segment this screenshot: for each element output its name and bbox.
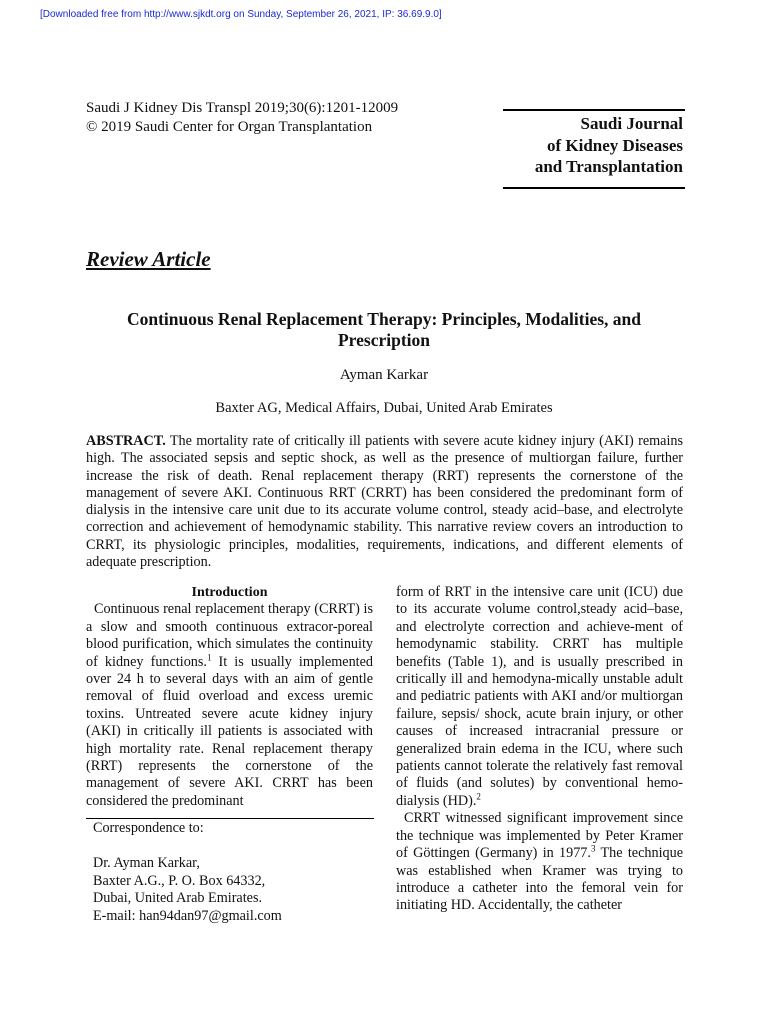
correspondence [93,820,282,925]
download-banner: [Downloaded free from http://www.sjkdt.org on Sunday, September 26, 2021, IP: 36.69.9.0] [40,9,442,20]
footnote-rule [86,818,374,819]
reference-marker[interactable]: 3 [590,843,596,854]
copyright-line: © 2019 Saudi Center for Organ Transplantation [86,119,373,135]
affiliation: Baxter AG, Medical Affairs, Dubai, United Arab Emirates [215,400,553,416]
section-heading: Introduction [191,585,268,600]
paragraph [86,601,373,810]
citation [86,99,398,137]
paragraph-text: The technique was established when Kramer was trying to introduce a catheter into the femoral vein for initiating HD. Accidentally, the catheter [396,845,683,914]
journal-name-line: and Transplantation [534,157,683,176]
article-title: Continuous Renal Replacement Therapy: Principles, Modalities, and Prescription [126,309,641,350]
correspondence-address: Dubai, United Arab Emirates. [93,890,263,906]
author: Ayman Karkar [339,367,429,383]
paragraph [396,810,683,914]
correspondence-address: Baxter A.G., P. O. Box 64332, [93,872,266,889]
paragraph-text: It is usually implemented over 24 h to several days with an aim of gentle removal of fluid overload and excess uremic toxins. Untreated severe acute kidney injury (AKI) in critically ill patients is associated with high mortality rate. Renal replacement therapy (RRT) represents the cornerstone of the management of severe AKI. CRRT has been considered the predominant [86,653,374,809]
right-column [396,584,683,915]
reference-marker[interactable]: 1 [206,651,212,662]
left-column [86,584,373,810]
article-type: Review Article [86,247,211,271]
journal-name-line: Saudi Journal [580,114,683,133]
citation-line: Saudi J Kidney Dis Transpl 2019;30(6):1201-12009 [86,100,399,116]
journal-name [535,113,683,178]
reference-marker[interactable]: 2 [476,791,481,802]
paragraph-text: form of RRT in the intensive care unit (ICU) due to its accurate volume control,steady acid–base, and electrolyte correction and achieve-ment of hemodynamic stability. CRRT has multiple benefits (Table 1), and is usually prescribed in critically ill and hemodyna-mically unstable adult and pediatric patients with AKI and/or multiorgan failure, sepsis/ shock, acute brain injury, or other causes of increased intracranial pressure or generalized brain edema in the ICU, where such patients cannot tolerate the relatively fast removal of fluids (and solutes) by conventional hemo-dialysis (HD). [396,584,683,809]
abstract-label: ABSTRACT. [86,433,166,449]
paragraph-text: Continuous renal replacement therapy (CRRT) is a slow and smooth continuous extracor-poreal blood purification, which simulates the continuity of kidney functions. [86,601,373,670]
paragraph [396,584,683,810]
correspondence-name: Dr. Ayman Karkar, [93,855,200,871]
correspondence-email[interactable]: E-mail: han94dan97@gmail.com [93,907,282,924]
paragraph-text: CRRT witnessed significant improvement since the technique was implemented by Peter Kramer of Göttingen (Germany) in 1977. [396,810,683,862]
correspondence-label: Correspondence to: [93,820,204,836]
abstract-text: The mortality rate of critically ill patients with severe acute kidney injury (AKI) remains high. The associated sepsis and septic shock, as well as the presence of multiorgan failure, further increase the risk of death. Renal replacement therapy (RRT) represents the cornerstone of the management of severe AKI. Continuous RRT (CRRT) has been considered the predominant form of dialysis in the intensive care unit due to its accurate volume control, steady acid–base, and electrolyte correction and achievement of hemodynamic stability. This narrative review covers an introduction to CRRT, its physiologic principles, modalities, requirements, indications, and different elements of adequate prescription. [86,433,684,571]
abstract [86,433,683,571]
journal-name-line: of Kidney Diseases [547,135,683,155]
